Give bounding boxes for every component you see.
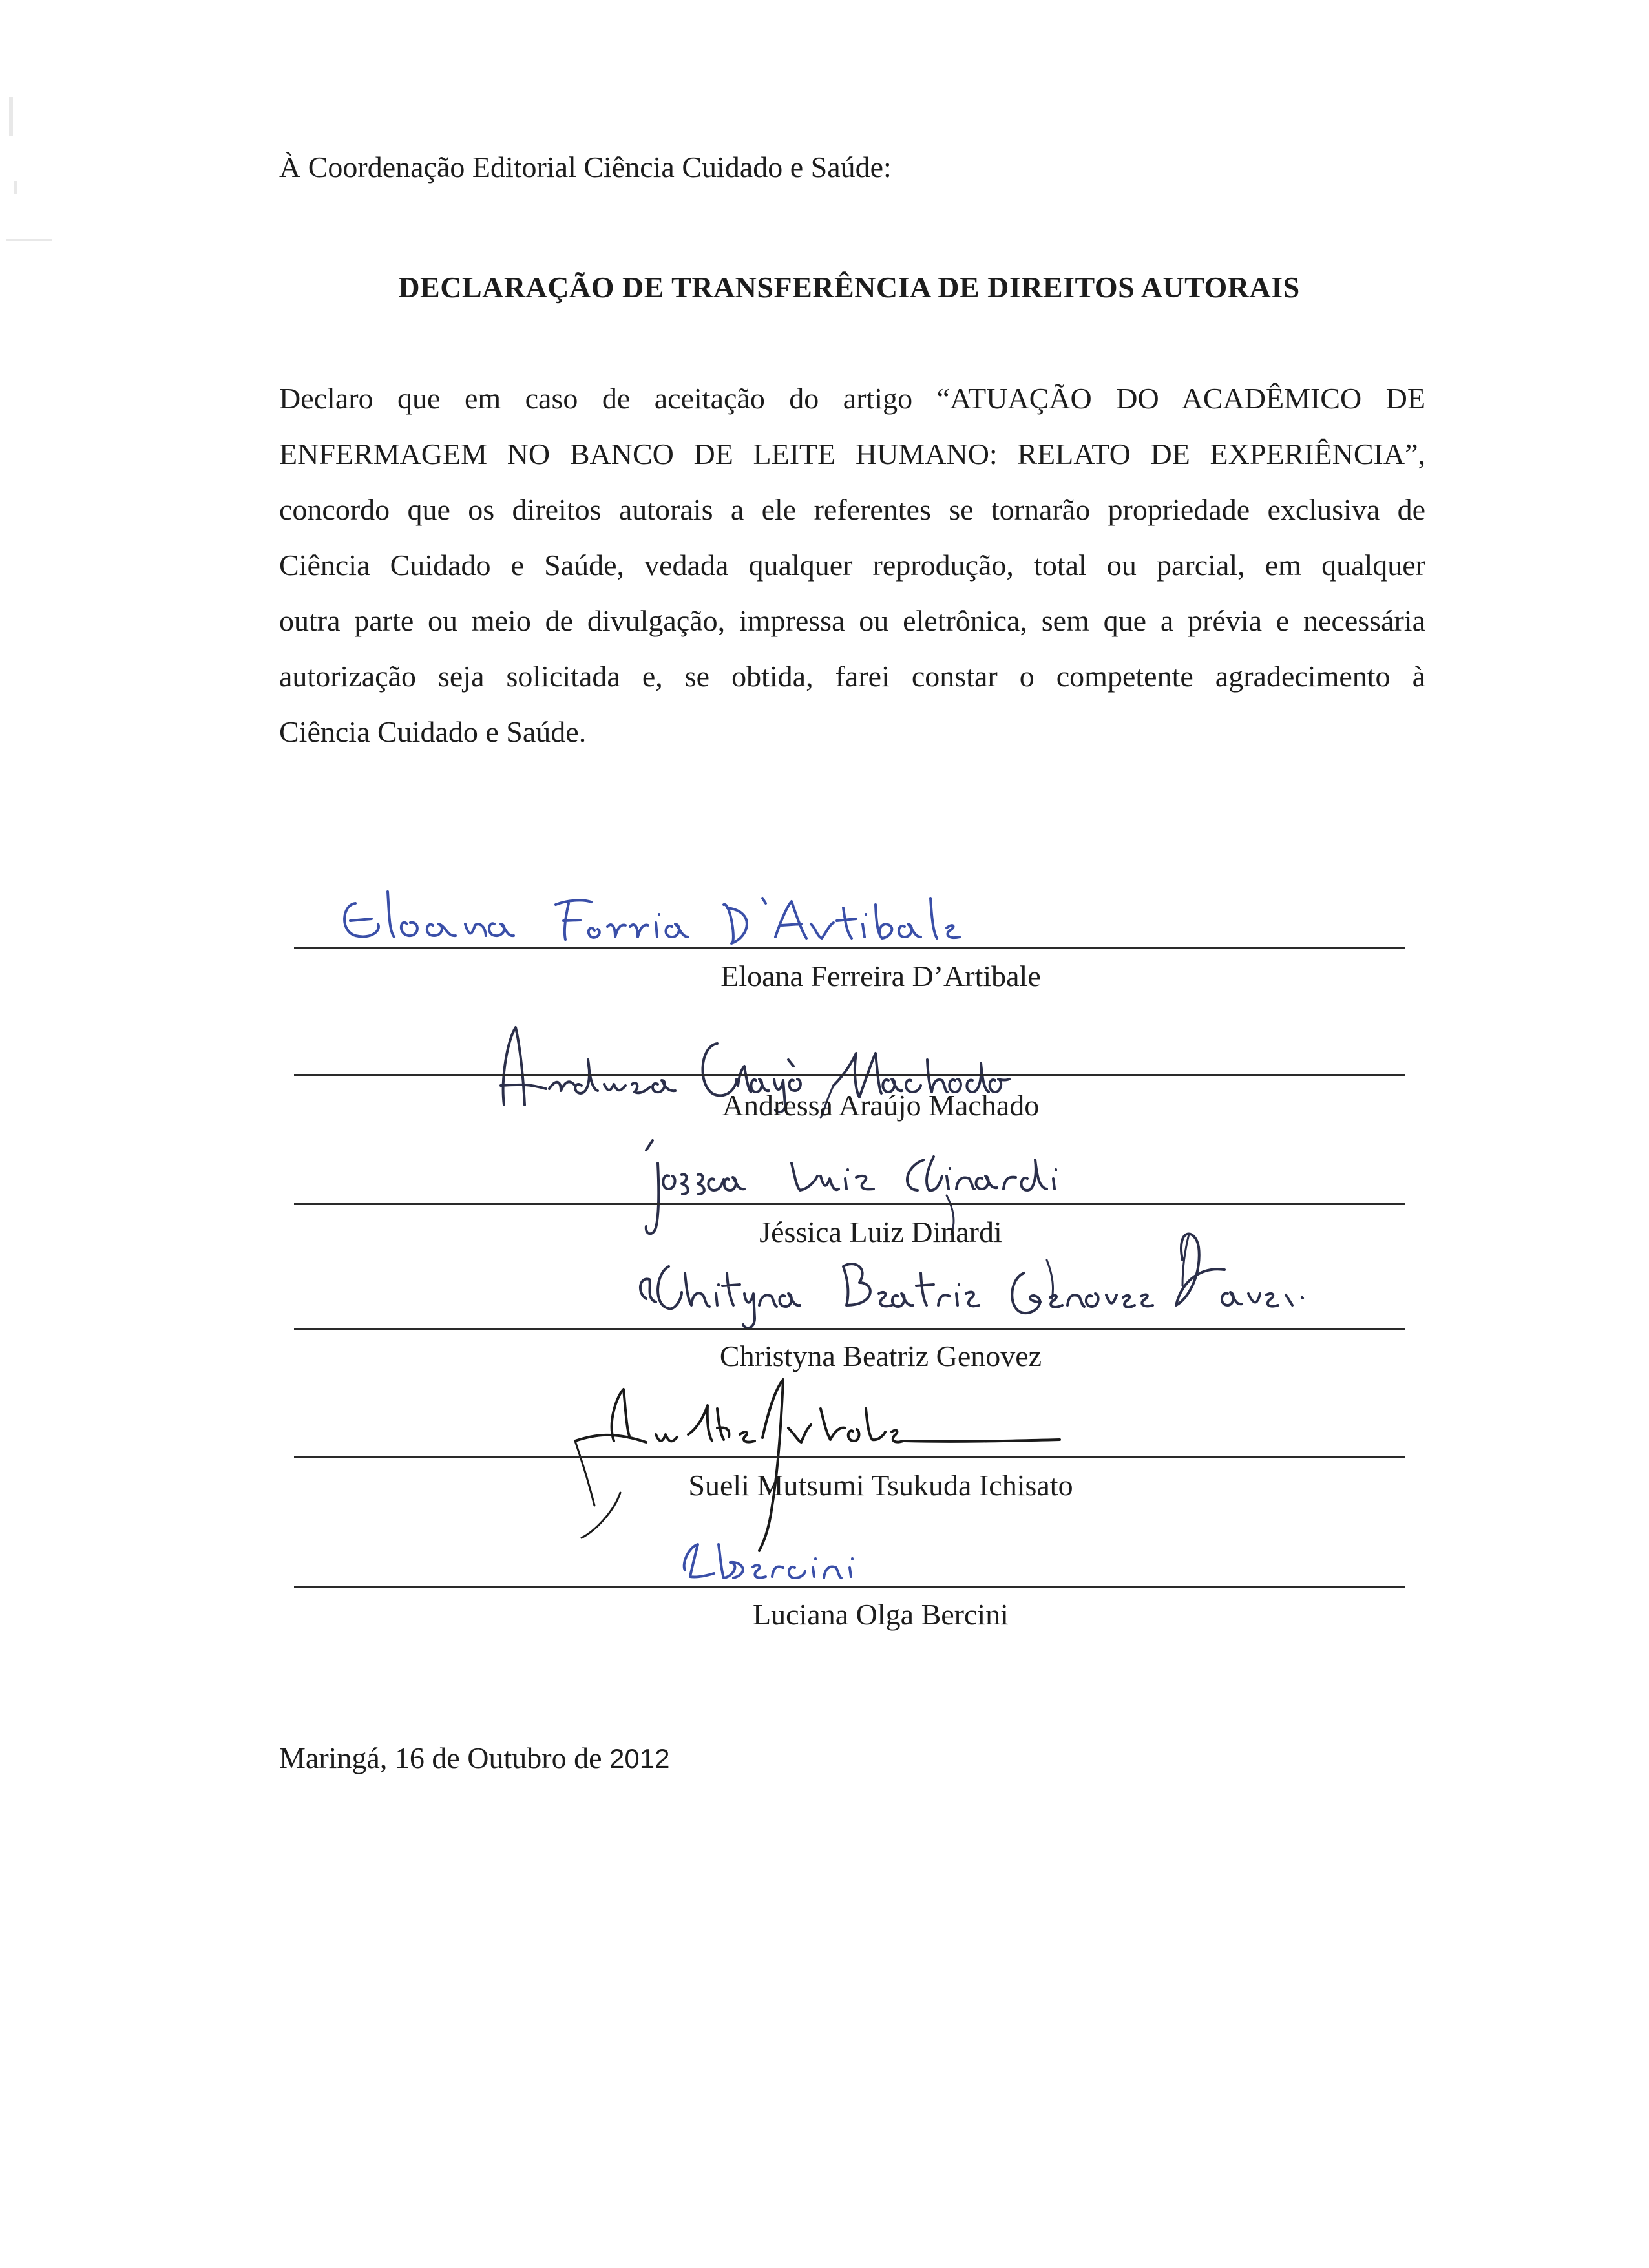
scan-mark xyxy=(6,239,52,241)
body-line: concordo que os direitos autorais a ele referentes se tornarão propriedade exclusiva de xyxy=(279,493,1425,526)
signature-line xyxy=(294,1586,1405,1588)
signer-name-text: Eloana Ferreira D’Artibale xyxy=(720,960,1041,992)
signature-eloana xyxy=(336,885,1086,950)
signer-name-text: Andressa Araújo Machado xyxy=(722,1089,1040,1122)
signer-name xyxy=(294,1471,1405,1500)
scan-mark xyxy=(9,97,13,136)
place-date-text: Maringá, 16 de Outubro de xyxy=(279,1741,602,1774)
body-line: autorização seja solicitada e, se obtida, farei constar o competente agradecimento à xyxy=(279,660,1425,693)
signature-line xyxy=(294,1328,1405,1330)
document-title-text: DECLARAÇÃO DE TRANSFERÊNCIA DE DIREITOS AUTORAIS xyxy=(398,271,1300,304)
body-line: Ciência Cuidado e Saúde. xyxy=(279,715,587,748)
date-year: 2012 xyxy=(609,1743,670,1774)
addressee-line: À Coordenação Editorial Ciência Cuidado e Saúde: xyxy=(279,151,892,184)
body-line: Ciência Cuidado e Saúde, vedada qualquer reprodução, total ou parcial, em qualquer xyxy=(279,549,1425,582)
signature-line xyxy=(294,947,1405,949)
signature-christyna xyxy=(620,1221,1318,1350)
signature-luciana xyxy=(672,1525,918,1590)
signer-name-text: Jéssica Luiz Dinardi xyxy=(759,1215,1002,1248)
signer-name xyxy=(294,1091,1405,1120)
signature-line xyxy=(294,1203,1405,1205)
signer-name xyxy=(294,1600,1405,1630)
signer-name-text: Sueli Mutsumi Tsukuda Ichisato xyxy=(688,1469,1073,1502)
declaration-body xyxy=(279,371,1425,760)
scan-mark xyxy=(14,181,17,194)
body-line: outra parte ou meio de divulgação, impressa ou eletrônica, sem que a prévia e necessária xyxy=(279,604,1425,637)
signer-name xyxy=(294,961,1405,991)
place-and-date xyxy=(279,1743,669,1773)
signer-name-text: Luciana Olga Bercini xyxy=(753,1598,1009,1631)
body-line: Declaro que em caso de aceitação do artigo “ATUAÇÃO DO ACADÊMICO DE xyxy=(279,382,1425,415)
signature-line xyxy=(294,1456,1405,1458)
document-title xyxy=(0,270,1649,304)
signer-name xyxy=(294,1341,1405,1371)
signer-name-text: Christyna Beatriz Genovez xyxy=(719,1339,1042,1372)
body-line: ENFERMAGEM NO BANCO DE LEITE HUMANO: RELATO DE EXPERIÊNCIA”, xyxy=(279,437,1425,470)
signature-line xyxy=(294,1074,1405,1076)
